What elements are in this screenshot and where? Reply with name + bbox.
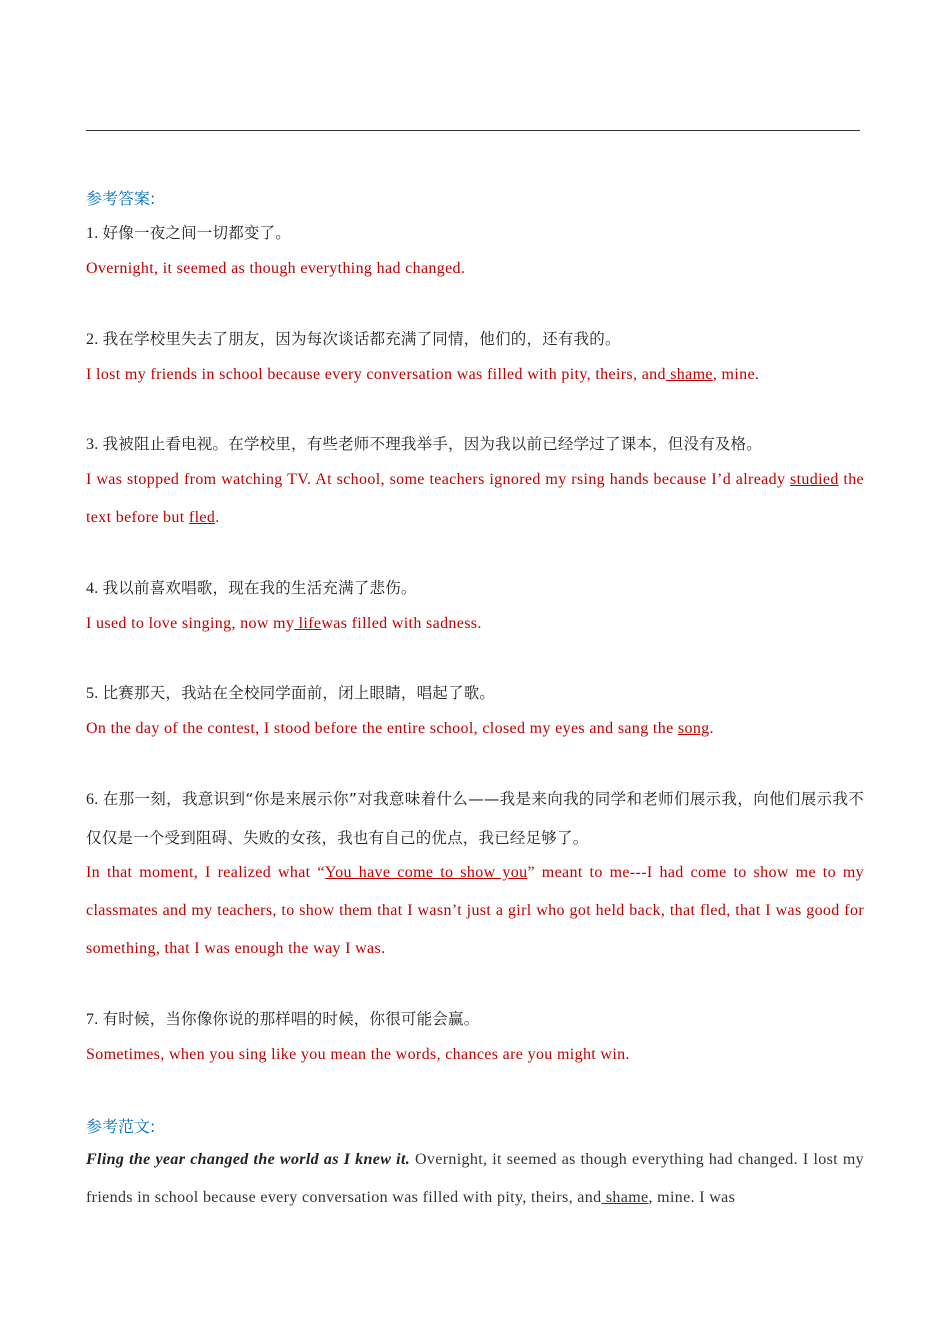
- answer-text: .: [215, 509, 220, 526]
- essay-heading: 参考范文:: [86, 1117, 156, 1136]
- answer-text: I was stopped from watching TV. At school, some teachers ignored my rsing hands because I’d already: [86, 471, 791, 488]
- question-number: 3.: [86, 436, 99, 453]
- question-1: [86, 214, 864, 253]
- question-5: [86, 674, 864, 713]
- answer-text: I used to love singing, now my: [86, 615, 295, 632]
- essay-underlined-word: shame: [601, 1189, 649, 1206]
- answer-text: ” meant to me---I had come to show me to my classmates and my teachers, to show them that I wasn’t just a girl who got held back, that fled, that I was good for something, that I was enough the way I was.: [86, 864, 865, 957]
- question-number: 5.: [86, 685, 99, 702]
- question-number: 4.: [86, 580, 99, 597]
- answer-6: [86, 854, 864, 968]
- model-essay: [86, 1141, 864, 1217]
- question-3: [86, 425, 864, 464]
- answer-underlined-word: song: [677, 720, 710, 737]
- top-divider-line: [86, 130, 860, 131]
- answer-underlined-word: life: [294, 615, 322, 632]
- question-number: 6.: [86, 791, 99, 808]
- answer-text: the text before but: [86, 471, 864, 526]
- answer-3: [86, 461, 864, 537]
- answer-text: Sometimes, when you sing like you mean the words, chances are you might win.: [86, 1046, 630, 1063]
- question-text-zh: 在那一刻，我意识到“你是来展示你”对我意味着什么——我是来向我的同学和老师们展示我，向他们展示我不仅仅是一个受到阻碍、失败的女孩，我也有自己的优点，我已经足够了。: [86, 790, 864, 847]
- question-text-zh: 我被阻止看电视。在学校里，有些老师不理我举手，因为我以前已经学过了课本，但没有及格。: [102, 435, 763, 453]
- question-text-zh: 我以前喜欢唱歌，现在我的生活充满了悲伤。: [102, 579, 417, 597]
- question-6: [86, 780, 864, 858]
- question-number: 2.: [86, 331, 99, 348]
- answer-text: On the day of the contest, I stood before the entire school, closed my eyes and sang the: [86, 720, 678, 737]
- question-text-zh: 好像一夜之间一切都变了。: [102, 224, 292, 242]
- answer-text: was filled with sadness.: [321, 615, 482, 632]
- question-number: 7.: [86, 1011, 99, 1028]
- answer-1: [86, 250, 864, 288]
- answer-text: .: [709, 720, 714, 737]
- question-2: [86, 320, 864, 359]
- answer-text: , mine.: [712, 366, 760, 383]
- question-text-zh: 有时候，当你像你说的那样唱的时候，你很可能会赢。: [102, 1010, 480, 1028]
- answer-underlined-word: studied: [790, 471, 839, 488]
- answer-underlined-phrase: You have come to show you: [324, 864, 528, 881]
- answer-text: I lost my friends in school because every conversation was filled with pity, theirs, and: [86, 366, 666, 383]
- answer-underlined-word: fled: [188, 509, 216, 526]
- answer-7: [86, 1036, 864, 1074]
- essay-text: , mine. I was: [648, 1189, 736, 1206]
- essay-text: Overnight, it seemed as though everything had changed. I lost my friends in school because every conversation was filled with pity, theirs, and: [86, 1151, 864, 1206]
- answers-heading: 参考答案:: [86, 189, 156, 208]
- answer-underlined-word: shame: [665, 366, 713, 383]
- question-7: [86, 1000, 864, 1039]
- question-number: 1.: [86, 225, 99, 242]
- answer-text: Overnight, it seemed as though everything had changed.: [86, 260, 466, 277]
- answer-2: [86, 356, 864, 394]
- question-text-zh: 比赛那天，我站在全校同学面前，闭上眼睛，唱起了歌。: [102, 684, 496, 702]
- question-4: [86, 569, 864, 608]
- essay-title: Fling the year changed the world as I knew it.: [86, 1151, 411, 1168]
- answer-text: In that moment, I realized what “: [86, 864, 325, 881]
- answer-4: [86, 605, 864, 643]
- question-text-zh: 我在学校里失去了朋友，因为每次谈话都充满了同情，他们的，还有我的。: [102, 330, 621, 348]
- answer-5: [86, 710, 864, 748]
